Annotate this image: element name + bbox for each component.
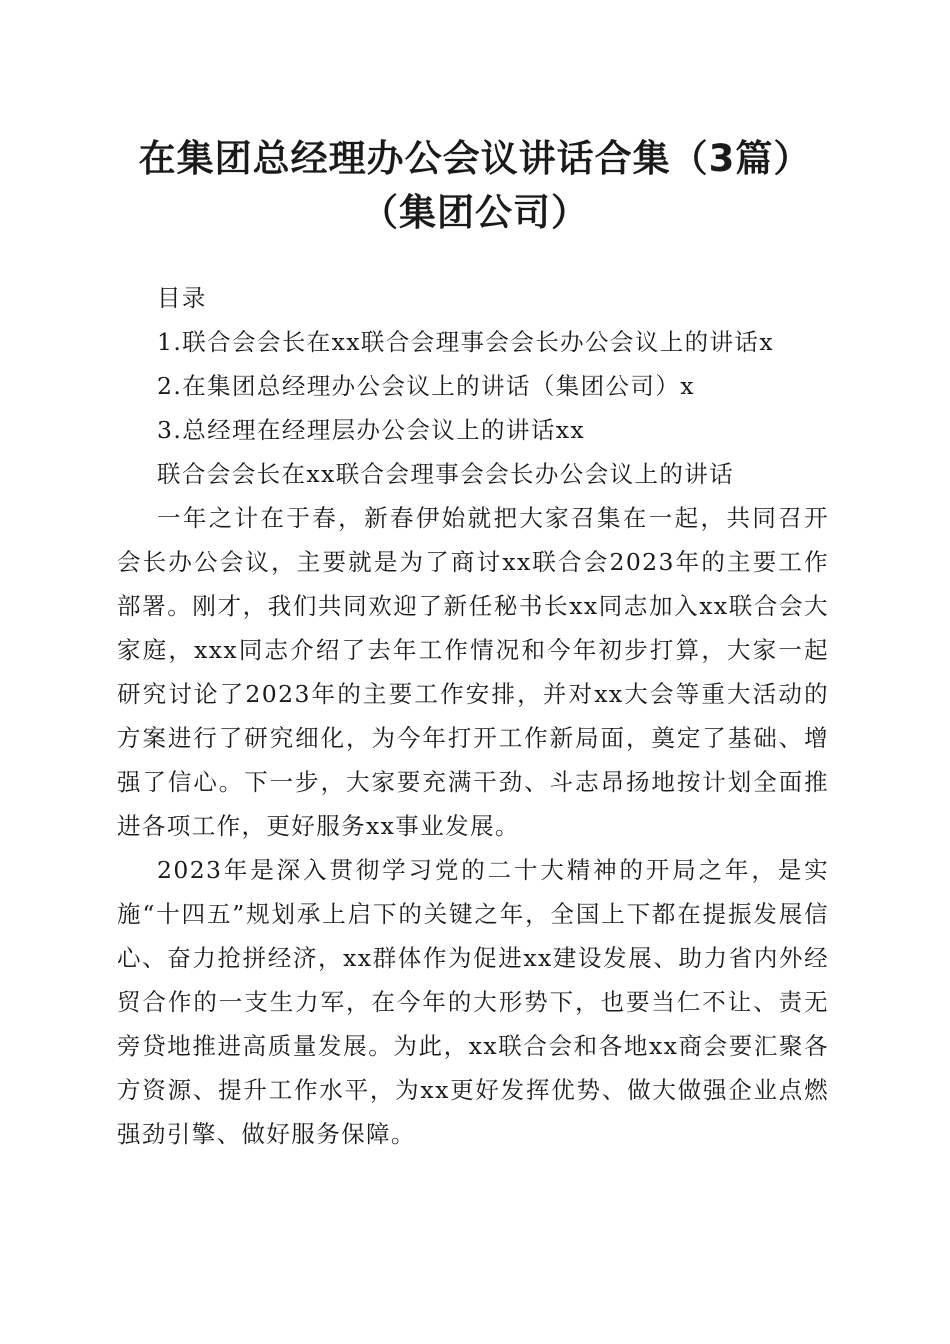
toc-item-2: 2.在集团总经理办公会议上的讲话（集团公司）x bbox=[157, 372, 695, 400]
document-title: 在集团总经理办公会议讲话合集（3篇）（集团公司） bbox=[138, 137, 812, 234]
toc-item-3: 3.总经理在经理层办公会议上的讲话xx bbox=[157, 416, 586, 444]
body-paragraph-1: 一年之计在于春，新春伊始就把大家召集在一起，共同召开会长办公会议，主要就是为了商讨xx联合会2023年的主要工作部署。刚才，我们共同欢迎了新任秘书长xx同志加入xx联合会大家庭，xxx同志介绍了去年工作情况和今年初步打算，大家一起研究讨论了2023年的主要工作安排，并对xx大会等重大活动的方案进行了研究细化，为今年打开工作新局面，奠定了基础、增强了信心。下一步，大家要充满干劲、斗志昂扬地按计划全面推进各项工作，更好服务xx事业发展。 bbox=[117, 504, 829, 840]
document-body bbox=[117, 276, 829, 1156]
section-heading: 联合会会长在xx联合会理事会会长办公会议上的讲话 bbox=[157, 460, 735, 488]
toc-item-1: 1.联合会会长在xx联合会理事会会长办公会议上的讲话x bbox=[157, 328, 774, 356]
toc-heading: 目录 bbox=[157, 284, 207, 312]
body-paragraph-2: 2023年是深入贯彻学习党的二十大精神的开局之年，是实施“十四五”规划承上启下的关键之年，全国上下都在提振发展信心、奋力抢拼经济，xx群体作为促进xx建设发展、助力省内外经贸合作的一支生力军，在今年的大形势下，也要当仁不让、责无旁贷地推进高质量发展。为此，xx联合会和各地xx商会要汇聚各方资源、提升工作水平，为xx更好发挥优势、做大做强企业点燃强劲引擎、做好服务保障。 bbox=[117, 856, 829, 1148]
